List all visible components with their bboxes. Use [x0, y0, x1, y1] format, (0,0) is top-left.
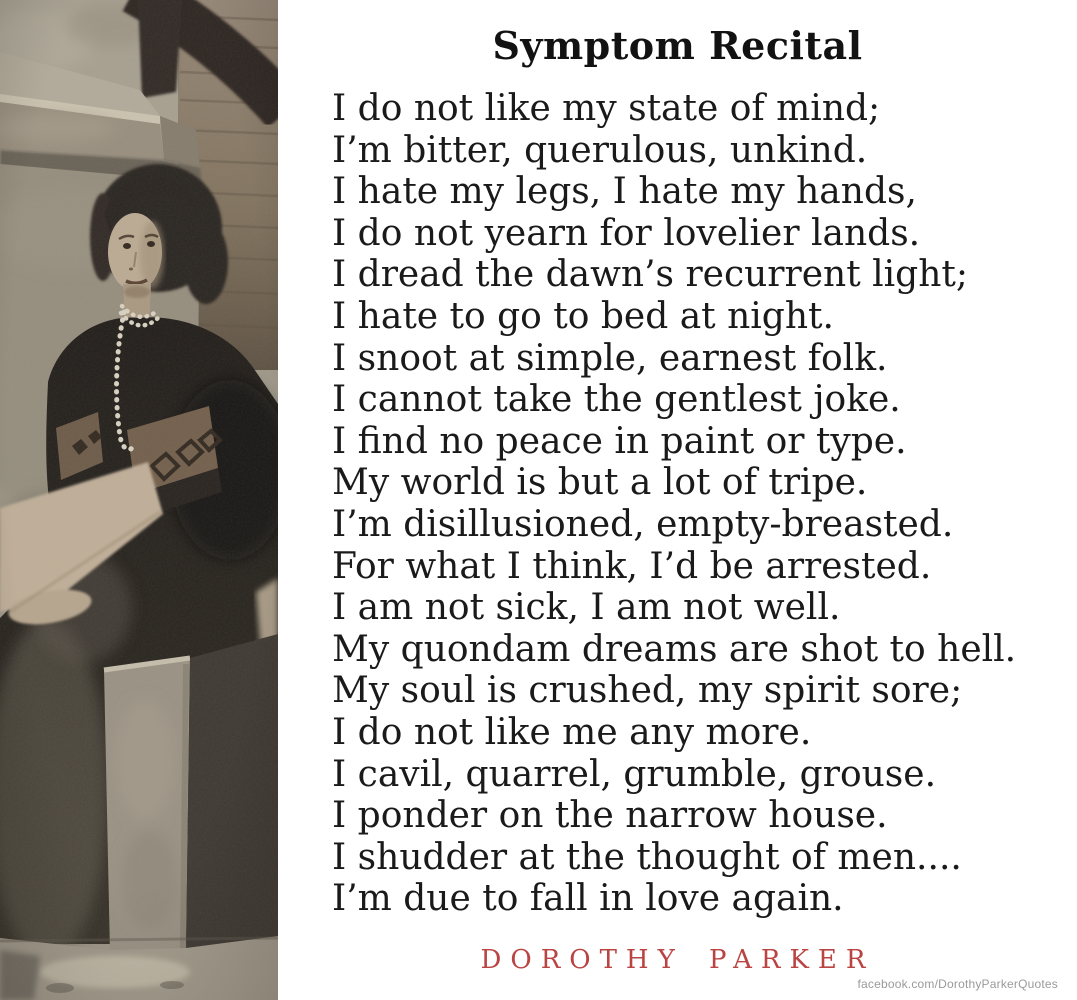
watermark-url: facebook.com/DorothyParkerQuotes: [857, 977, 1058, 991]
poem-line: I ponder on the narrow house.: [332, 795, 888, 837]
author-credit: DOROTHY PARKER: [480, 944, 875, 975]
poem-line: I do not like me any more.: [332, 711, 812, 753]
poem-line: I find no peace in paint or type.: [332, 420, 907, 462]
poem-line: I am not sick, I am not well.: [332, 587, 841, 629]
poem-line: I’m bitter, querulous, unkind.: [332, 129, 868, 171]
poem-line: I cavil, quarrel, grumble, grouse.: [332, 753, 937, 795]
poem-line: My soul is crushed, my spirit sore;: [332, 670, 963, 712]
poem-line: I’m disillusioned, empty-breasted.: [332, 503, 954, 545]
poem-line: For what I think, I’d be arrested.: [332, 545, 932, 587]
poem-line: I hate to go to bed at night.: [332, 295, 834, 337]
poem-line: My quondam dreams are shot to hell.: [332, 628, 1017, 670]
portrait-photo: [0, 0, 278, 1000]
poem-line: I snoot at simple, earnest folk.: [332, 337, 888, 379]
poem-line: I’m due to fall in love again.: [332, 878, 844, 920]
poem-title: Symptom Recital: [492, 23, 863, 68]
poem-line: I dread the dawn’s recurrent light;: [332, 254, 968, 296]
portrait-photo-art: [0, 0, 278, 1000]
poem-line: I do not like my state of mind;: [332, 88, 881, 129]
photo-vignette: [0, 0, 278, 1000]
poem-line: I do not yearn for lovelier lands.: [332, 212, 921, 254]
poem-panel: [278, 0, 1077, 1000]
poem-lines: [278, 88, 1077, 920]
poem-line: I cannot take the gentlest joke.: [332, 379, 901, 421]
poem-line: I hate my legs, I hate my hands,: [332, 171, 917, 213]
poem-line: I shudder at the thought of men....: [332, 836, 962, 878]
poem-line: My world is but a lot of tripe.: [332, 462, 868, 504]
